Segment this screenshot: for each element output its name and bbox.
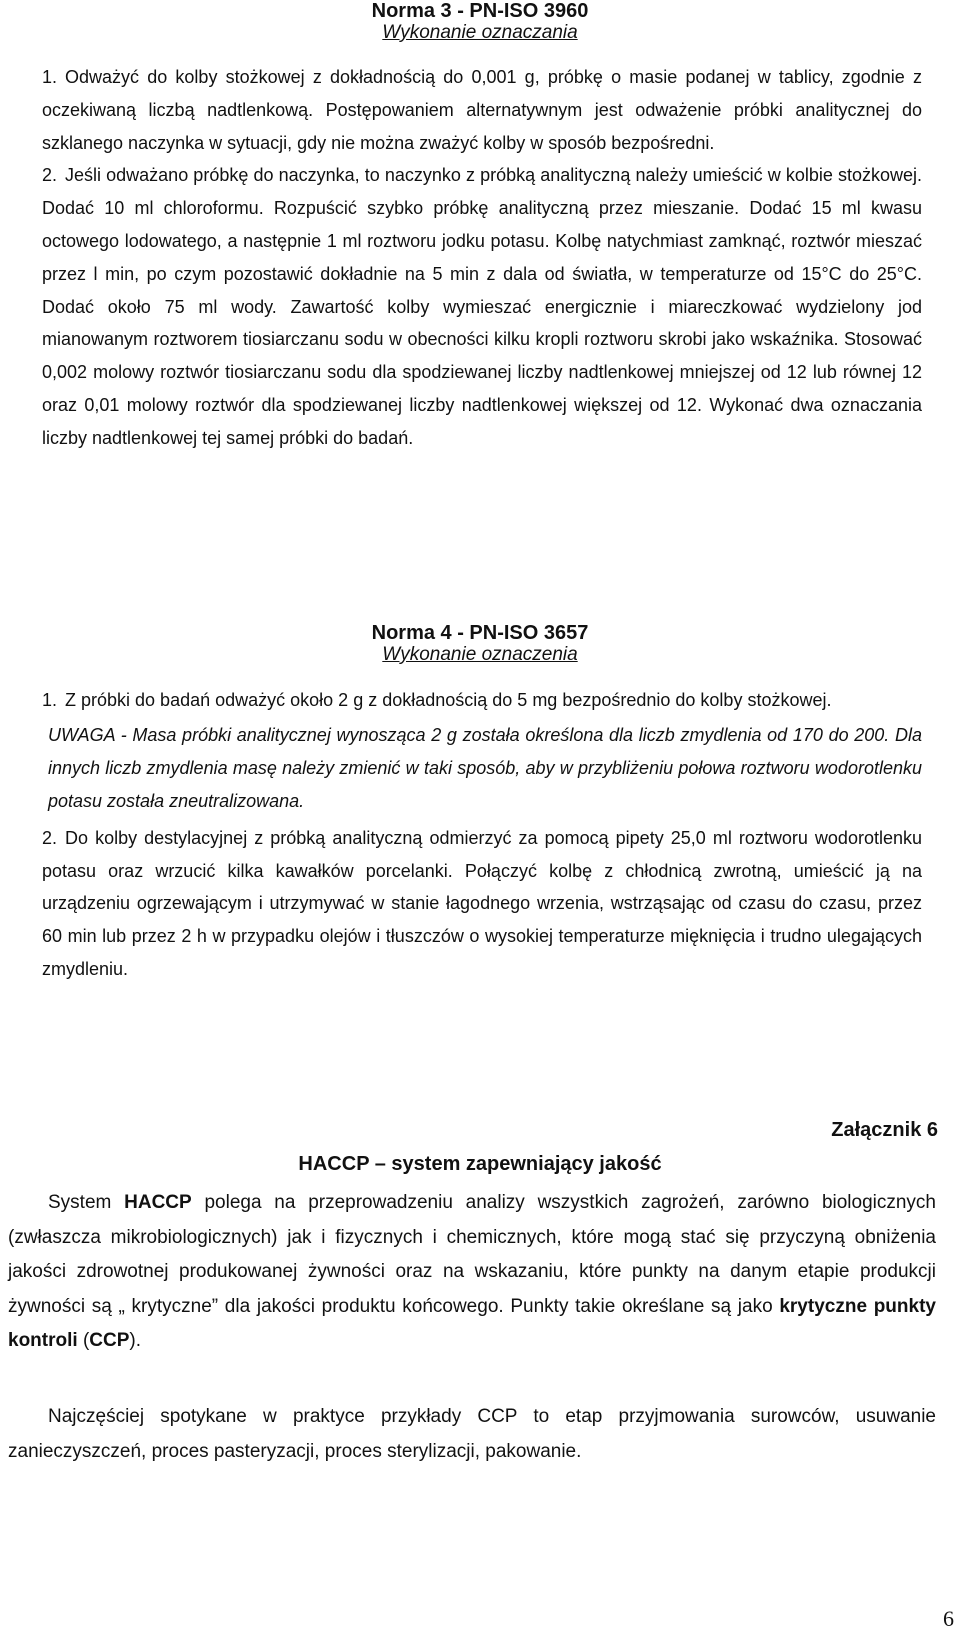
ccp-abbrev: CCP: [89, 1330, 130, 1351]
haccp-paragraph-1: [8, 1186, 936, 1359]
norm3-header: [0, 0, 960, 44]
haccp-term: HACCP: [124, 1192, 192, 1213]
norm3-step-2: [42, 159, 922, 454]
step-number: 2.: [42, 165, 58, 186]
page-number: 6: [943, 1606, 954, 1631]
p1-text-1: System: [48, 1192, 125, 1213]
p1-text-3: (: [77, 1330, 90, 1351]
norm3-title: Norma 3 - PN-ISO 3960: [371, 0, 589, 22]
step-number: 1.: [42, 67, 58, 87]
norm3-section: [0, 0, 960, 44]
haccp-paragraph-2: [8, 1400, 936, 1469]
norm3-step-1: [42, 61, 922, 159]
ccp-term: krytyczne punkty kontroli: [8, 1295, 936, 1351]
step-number: 1.: [42, 690, 58, 710]
norm4-subtitle: Wykonanie oznaczenia: [382, 644, 578, 665]
norm4-step-1-note: UWAGA - Masa próbki analitycznej wynosząca 2 g została określona dla liczb zmydlenia od 170 do 200. Dla innych liczb zmydlenia masę należy zmienić w taki sposób, aby w przybliżeniu połowa roztworu wodorotlenku potasu została zneutralizowana.: [48, 724, 922, 811]
p1-text-2: polega na przeprowadzeniu analizy wszystkich zagrożeń, zarówno biologicznych (zwłaszcza mikrobiologicznych) jak i fizycznych i chemicznych, które mogą stać się przyczyną obniżenia jakości zdrowotnej produkowanej żywności oraz na wskazaniu, które punkty na danym etapie produkcji żywności są „ krytyczne” dla jakości produktu końcowego. Punkty takie określane są jako: [8, 1192, 937, 1317]
step-text: Odważyć do kolby stożkowej z dokładnością do 0,001 g, próbkę o masie podanej w tablicy, zgodnie z oczekiwaną liczbą nadtlenkową. Postępowaniem alternatywnym jest odważenie próbki analitycznej do szklanego naczynka w sytuacji, gdy nie można zważyć kolby w sposób bezpośredni.: [42, 67, 922, 153]
step-text: Jeśli odważano próbkę do naczynka, to naczynko z próbką analityczną należy umieścić w kolbie stożkowej. Dodać 10 ml chloroformu. Rozpuścić szybko próbkę analityczną przez mieszanie. Dodać 15 ml kwasu octowego lodowatego, a następnie 1 ml roztworu jodku potasu. Kolbę natychmiast zamknąć, roztwór mieszać przez l min, po czym pozostawić dokładnie na 5 min z dala od światła, w temperaturze od 15°C do 25°C. Dodać około 75 ml wody. Zawartość kolby wymieszać energicznie i miareczkować wydzielony jod mianowanym roztworem tiosiarczanu sodu w obecności kilku kropli roztworu skrobi jako wskaźnika. Stosować 0,002 molowy roztwór tiosiarczanu sodu dla spodziewanej liczby nadtlenkowej mniejszej od 12 lub równej 12 oraz 0,01 molowy roztwór dla spodziewanej liczby nadtlenkowej większej od 12. Wykonać dwa oznaczania liczby nadtlenkowej tej samej próbki do badań.: [42, 165, 922, 448]
norm3-subtitle: Wykonanie oznaczania: [382, 22, 578, 43]
norm3-steps: [42, 61, 922, 455]
p2-text: Najczęściej spotykane w praktyce przykłady CCP to etap przyjmowania surowców, usuwanie zanieczyszczeń, proces pasteryzacji, proces sterylizacji, pakowanie.: [8, 1406, 936, 1462]
step-text: Do kolby destylacyjnej z próbką analityczną odmierzyć za pomocą pipety 25,0 ml roztworu wodorotlenku potasu oraz wrzucić kilka kawałków porcelanki. Połączyć kolbę z chłodnicą zwrotną, umieścić ją na urządzeniu ogrzewającym i utrzymywać w stanie łagodnego wrzenia, wstrząsając od czasu do czasu, przez 60 min lub przez 2 h w przypadku olejów i tłuszczów o wysokiej temperaturze mięknięcia i trudno ulegających zmydleniu.: [42, 827, 922, 979]
norm4-steps: [42, 684, 922, 986]
annex-label: Załącznik 6: [831, 1119, 938, 1141]
p1-text-4: ).: [129, 1330, 142, 1351]
step-text: Z próbki do badań odważyć około 2 g z dokładnością do 5 mg bezpośrednio do kolby stożkowej.: [65, 690, 832, 710]
haccp-title: HACCP – system zapewniający jakość: [298, 1153, 662, 1175]
norm4-step-1: [42, 684, 922, 717]
norm4-title: Norma 4 - PN-ISO 3657: [371, 622, 589, 644]
norm4-header: [0, 622, 960, 666]
norm4-step-2: [42, 822, 922, 986]
norm4-section: [0, 622, 960, 666]
step-number: 2.: [42, 827, 58, 848]
